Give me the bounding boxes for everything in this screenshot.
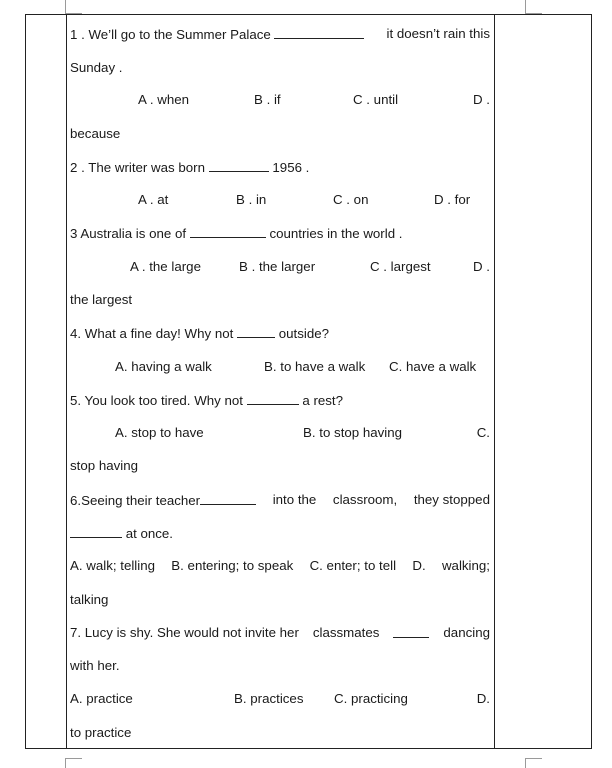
question-5-options [70, 424, 490, 442]
question-3-text-cont: countries in the world . [265, 226, 403, 241]
option-c[interactable]: C. practicing [334, 691, 408, 706]
question-6-text: 6.Seeing their teacher [70, 493, 201, 508]
option-d-text-cont[interactable]: talking [70, 592, 109, 607]
option-d-text[interactable]: to practice [70, 725, 132, 740]
question-6-option-d-cont [70, 591, 490, 609]
answer-blank[interactable] [70, 524, 122, 538]
option-c[interactable]: C . until [353, 92, 399, 107]
question-1-line-1 [70, 25, 490, 43]
answer-blank[interactable] [237, 324, 275, 338]
question-2-options [70, 191, 490, 209]
option-a[interactable]: A . at [138, 192, 169, 207]
answer-blank[interactable] [274, 25, 364, 39]
question-4-line [70, 324, 490, 342]
question-7-text: 7. Lucy is shy. She would not invite her [70, 625, 299, 640]
question-7-text-end: with her. [70, 658, 120, 673]
answer-blank[interactable] [190, 224, 266, 238]
option-a[interactable]: A. walk; telling [70, 558, 155, 573]
answer-blank[interactable] [209, 158, 269, 172]
option-c[interactable]: C. enter; to tell [309, 558, 397, 573]
question-1-text: 1 . We’ll go to the Summer Palace [70, 27, 275, 42]
question-cell [70, 0, 490, 768]
question-4-text-cont: outside? [275, 326, 329, 341]
question-6-text-c: classroom, [332, 492, 398, 507]
option-c[interactable]: C . largest [370, 259, 431, 274]
option-b[interactable]: B . if [254, 92, 281, 107]
option-b[interactable]: B. entering; to speak [171, 558, 294, 573]
option-a[interactable]: A . the large [130, 259, 201, 274]
option-c-text[interactable]: stop having [70, 458, 139, 473]
question-5-text-cont: a rest? [298, 393, 344, 408]
option-d[interactable]: D . [473, 92, 490, 107]
option-d[interactable]: D. [476, 691, 490, 706]
answer-blank[interactable] [393, 624, 429, 638]
question-3-line [70, 224, 490, 242]
option-c[interactable]: C . on [333, 192, 369, 207]
option-b[interactable]: B . in [236, 192, 267, 207]
option-a[interactable]: A. stop to have [115, 425, 204, 440]
question-7-text-c: dancing [443, 625, 490, 640]
question-6-options [70, 557, 490, 575]
question-4-options [70, 358, 490, 376]
option-b[interactable]: B . the larger [239, 259, 316, 274]
question-3-text: 3 Australia is one of [70, 226, 190, 241]
question-4-text: 4. What a fine day! Why not [70, 326, 238, 341]
question-6-text-d: they stopped [413, 492, 490, 507]
question-2-text-cont: 1956 . [268, 160, 310, 175]
answer-blank[interactable] [200, 491, 256, 505]
option-d-text[interactable]: because [70, 126, 121, 141]
option-d[interactable]: D . [473, 259, 490, 274]
question-6-line-1 [70, 491, 490, 509]
question-5-option-c-cont [70, 457, 490, 475]
question-1-line-2 [70, 59, 490, 77]
option-d[interactable]: D. [412, 558, 426, 573]
question-6-text-end: at once. [122, 526, 174, 541]
question-6-text-b: into the [272, 492, 317, 507]
question-7-options [70, 690, 490, 708]
option-b[interactable]: B. to have a walk [264, 359, 366, 374]
option-a[interactable]: A . when [138, 92, 190, 107]
option-b[interactable]: B. practices [234, 691, 304, 706]
option-c[interactable]: C. have a walk [389, 359, 477, 374]
question-7-text-b: classmates [312, 625, 380, 640]
table-border-left [25, 14, 26, 749]
question-1-options [70, 91, 490, 109]
option-a[interactable]: A. practice [70, 691, 133, 706]
table-border-right [591, 14, 592, 749]
option-d-text[interactable]: the largest [70, 292, 133, 307]
question-7-line-2 [70, 657, 490, 675]
table-divider-right [494, 14, 495, 749]
option-d-text[interactable]: walking; [441, 558, 490, 573]
question-5-text: 5. You look too tired. Why not [70, 393, 247, 408]
crop-mark-top-left [65, 0, 66, 13]
question-2-text: 2 . The writer was born [70, 160, 209, 175]
question-1-option-d-cont [70, 125, 490, 143]
question-3-option-d-cont [70, 291, 490, 309]
table-divider-left [66, 14, 67, 749]
question-6-line-2 [70, 524, 490, 542]
question-3-options [70, 258, 490, 276]
question-1-text-cont: it doesn’t rain this [386, 26, 490, 41]
option-c[interactable]: C. [476, 425, 490, 440]
crop-mark-top-right [525, 0, 526, 13]
answer-blank[interactable] [247, 391, 299, 405]
question-5-line [70, 391, 490, 409]
question-7-line-1 [70, 624, 490, 642]
crop-mark-bottom-right [525, 758, 542, 759]
option-a[interactable]: A. having a walk [115, 359, 212, 374]
question-2-line [70, 158, 490, 176]
option-b[interactable]: B. to stop having [303, 425, 403, 440]
option-d[interactable]: D . for [434, 192, 471, 207]
crop-mark-bottom-right-v [525, 758, 526, 768]
crop-mark-bottom-left-v [65, 758, 66, 768]
question-1-text-end: Sunday . [70, 60, 123, 75]
question-7-option-d-cont [70, 724, 490, 742]
